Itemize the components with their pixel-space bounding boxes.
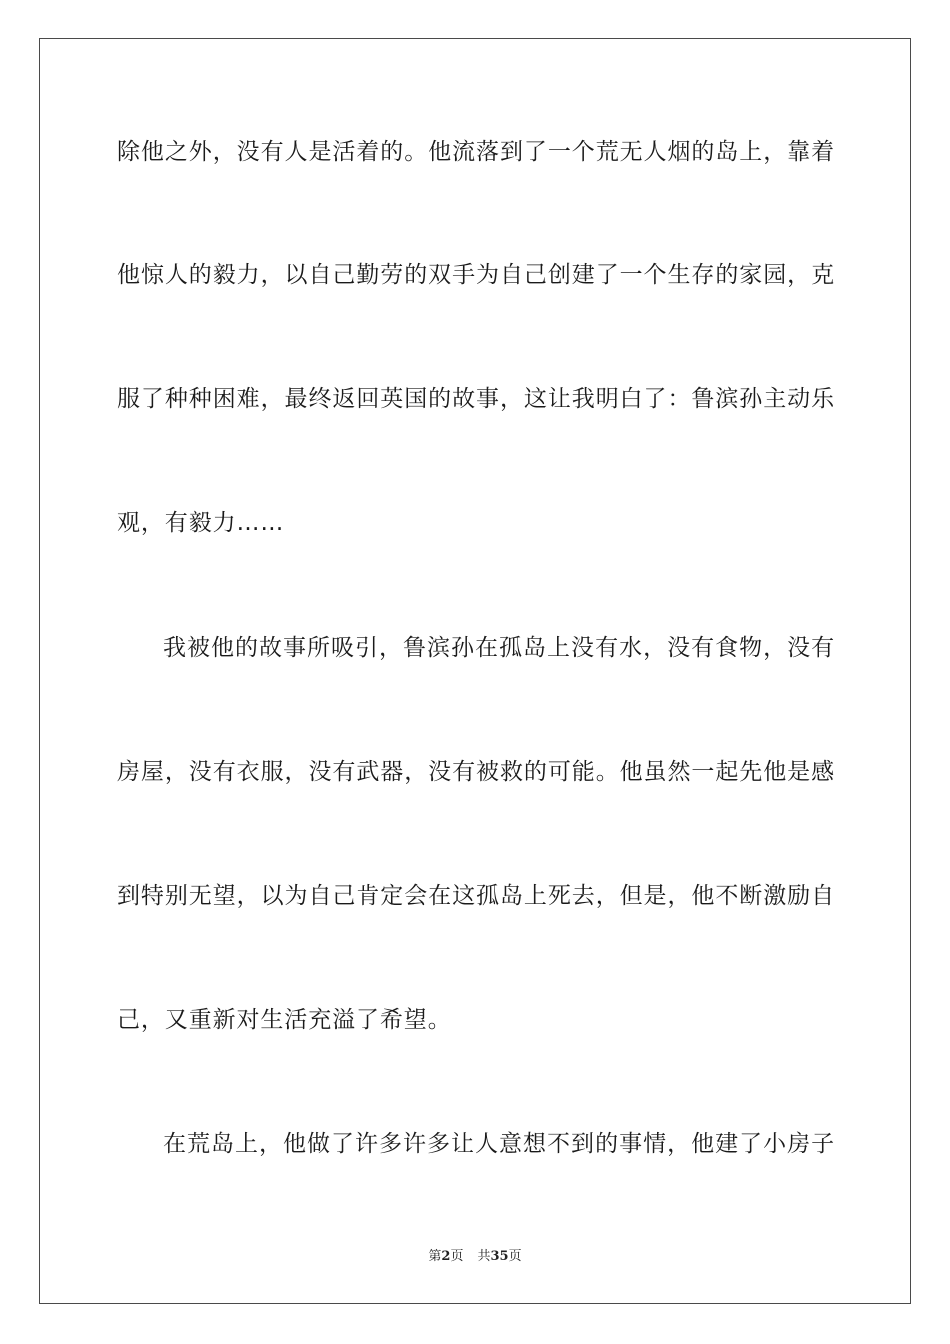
body-line-3: 服了种种困难，最终返回英国的故事，这让我明白了：鲁滨孙主动乐 [117, 386, 835, 412]
footer-page-suffix: 页 [450, 1249, 464, 1264]
body-line-6: 房屋，没有衣服，没有武器，没有被救的可能。他虽然一起先他是感 [117, 759, 835, 785]
body-line-2: 他惊人的毅力，以自己勤劳的双手为自己创建了一个生存的家园，克 [117, 262, 835, 288]
body-line-9: 在荒岛上，他做了许多许多让人意想不到的事情，他建了小房子 [163, 1131, 835, 1157]
body-line-4: 观，有毅力…… [117, 510, 285, 536]
footer-page-number: 2 [441, 1249, 451, 1264]
footer-total-suffix: 页 [508, 1249, 522, 1264]
body-line-5: 我被他的故事所吸引，鲁滨孙在孤岛上没有水，没有食物，没有 [163, 635, 835, 661]
body-line-1: 除他之外，没有人是活着的。他流落到了一个荒无人烟的岛上，靠着 [117, 139, 835, 165]
body-line-8: 己，又重新对生活充溢了希望。 [117, 1007, 452, 1033]
page-border [39, 38, 911, 1304]
body-line-7: 到特别无望，以为自己肯定会在这孤岛上死去，但是，他不断激励自 [117, 883, 835, 909]
page-footer [0, 1248, 950, 1266]
footer-total-pages: 35 [490, 1249, 509, 1264]
footer-page-prefix: 第 [428, 1249, 442, 1264]
footer-total-prefix: 共 [477, 1249, 491, 1264]
